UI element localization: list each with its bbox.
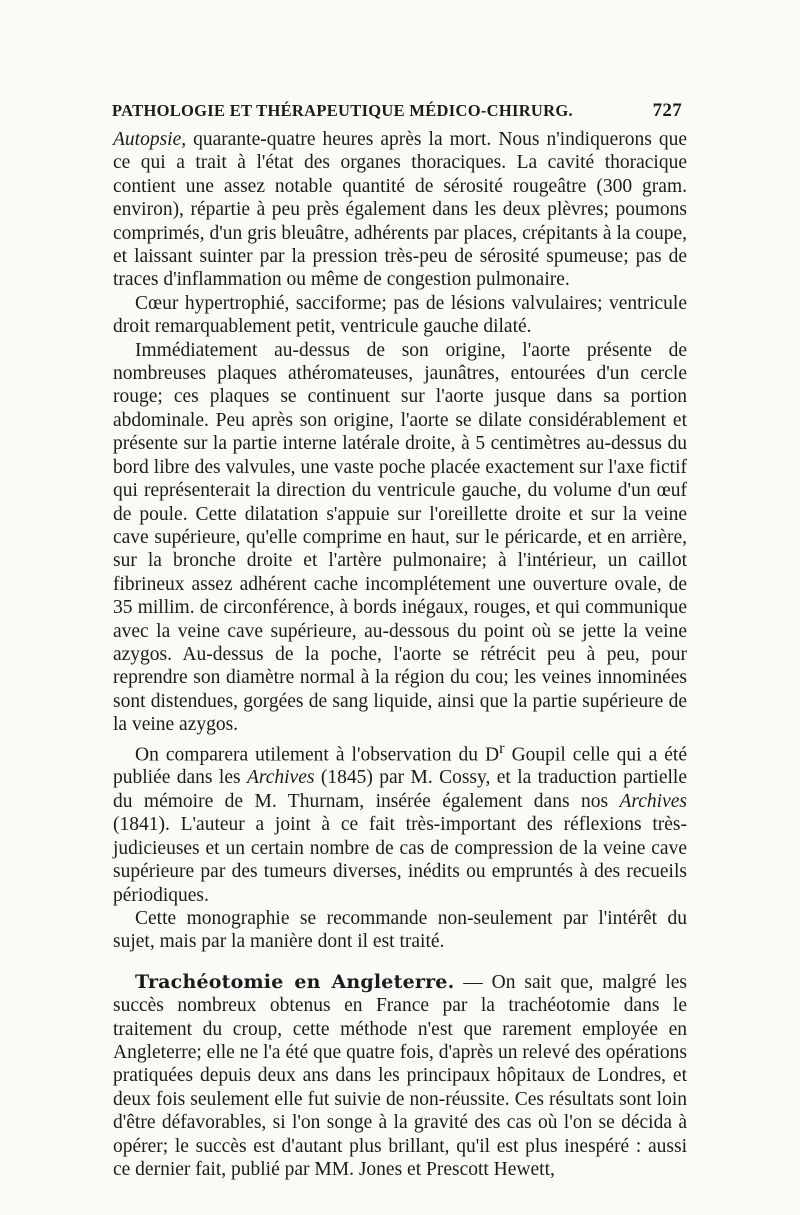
paragraph-coeur: Cœur hypertrophié, sacciforme; pas de lésions valvulaires; ventricule droit remarquablement petit, ventricule gauche dilaté. [113, 292, 687, 338]
paragraph-tracheotomie [113, 971, 687, 1182]
paragraph-autopsie [113, 128, 687, 292]
autopsie-lead: Autopsie, [113, 129, 187, 150]
archives-ref: Archives [246, 767, 315, 789]
archives-ref: Archives [619, 790, 687, 812]
paragraph-monographie: Cette monographie se recommande non-seulement par l'intérêt du sujet, mais par la manière dont il est traité. [113, 907, 687, 953]
header-title: PATHOLOGIE ET THÉRAPEUTIQUE MÉDICO-CHIRURG. [112, 101, 573, 120]
paragraph-comparaison: On comparera utilement à l'observation du $D^r$ Goupil celle qui a été publiée dans les Archives (1845) par M. Cossy, et la traduction partielle du mémoire de M. Thurnam, insérée également dans nos Archives (1841). L'auteur a joint à ce fait très-important des réflexions très-judicieuses et un certain nombre de cas de compression de la veine cave supérieure par des tumeurs diverses, inédits ou empruntés à des recueils périodiques. [113, 738, 687, 906]
running-header [112, 100, 682, 122]
autopsie-text: quarante-quatre heures après la mort. Nous n'indiquerons que ce qui a trait à l'état des organes thoraciques. La cavité thoracique contient une assez notable quantité de sérosité rougeâtre (300 gram. environ), répartie à peu près également dans les deux plèvres; poumons comprimés, d'un gris bleuâtre, adhérents par places, crépitants à la coupe, et laissant suinter par la pression très-peu de sérosité spumeuse; pas de traces d'inflammation ou même de congestion pulmonaire. [113, 129, 687, 291]
body-text [113, 128, 687, 1181]
page-number: 727 [652, 100, 682, 121]
paragraph-aorte: Immédiatement au-dessus de son origine, l'aorte présente de nombreuses plaques athéromateuses, jaunâtres, entourées d'un cercle rouge; ces plaques se continuent sur l'aorte jusque dans sa portion abdominale. Peu après son origine, l'aorte se dilate considérablement et présente sur la partie interne latérale droite, à 5 centimètres au-dessus du bord libre des valvules, une vaste poche placée exactement sur l'axe fictif qui représenterait la direction du ventricule gauche, du volume d'un œuf de poule. Cette dilatation s'appuie sur l'oreillette droite et sur la veine cave supérieure, qu'elle comprime en haut, sur le péricarde, et en arrière, sur la bronche droite et l'artère pulmonaire; à l'intérieur, un caillot fibrineux assez adhérent cache incomplétement une ouverture ovale, de 35 millim. de circonférence, à bords inégaux, rouges, et qui communique avec la veine cave supérieure, au-dessous du point où se jette la veine azygos. Au-dessus de la poche, l'aorte se rétrécit peu à peu, pour reprendre son diamètre normal à la région du cou; les veines innominées sont distendues, gorgées de sang liquide, ainsi que la partie supérieure de la veine azygos. [113, 339, 687, 736]
section-heading: Trachéotomie en Angleterre. [135, 970, 455, 993]
tracheotomie-text: — On sait que, malgré les succès nombreux obtenus en France par la trachéotomie dans le traitement du croup, cette méthode n'est que rarement employée en Angleterre; elle ne l'a été que quatre fois, d'après un relevé des opérations pratiquées depuis deux ans dans les principaux hôpitaux de Londres, et deux fois seulement elle fut suivie de non-réussite. Ces résultats sont loin d'être défavorables, si l'on songe à la gravité des cas où l'on se décida à opérer; le succès est d'autant plus brillant, qu'il est plus inespéré : aussi ce dernier fait, publié par MM. Jones et Prescott Hewett, [113, 971, 687, 1180]
